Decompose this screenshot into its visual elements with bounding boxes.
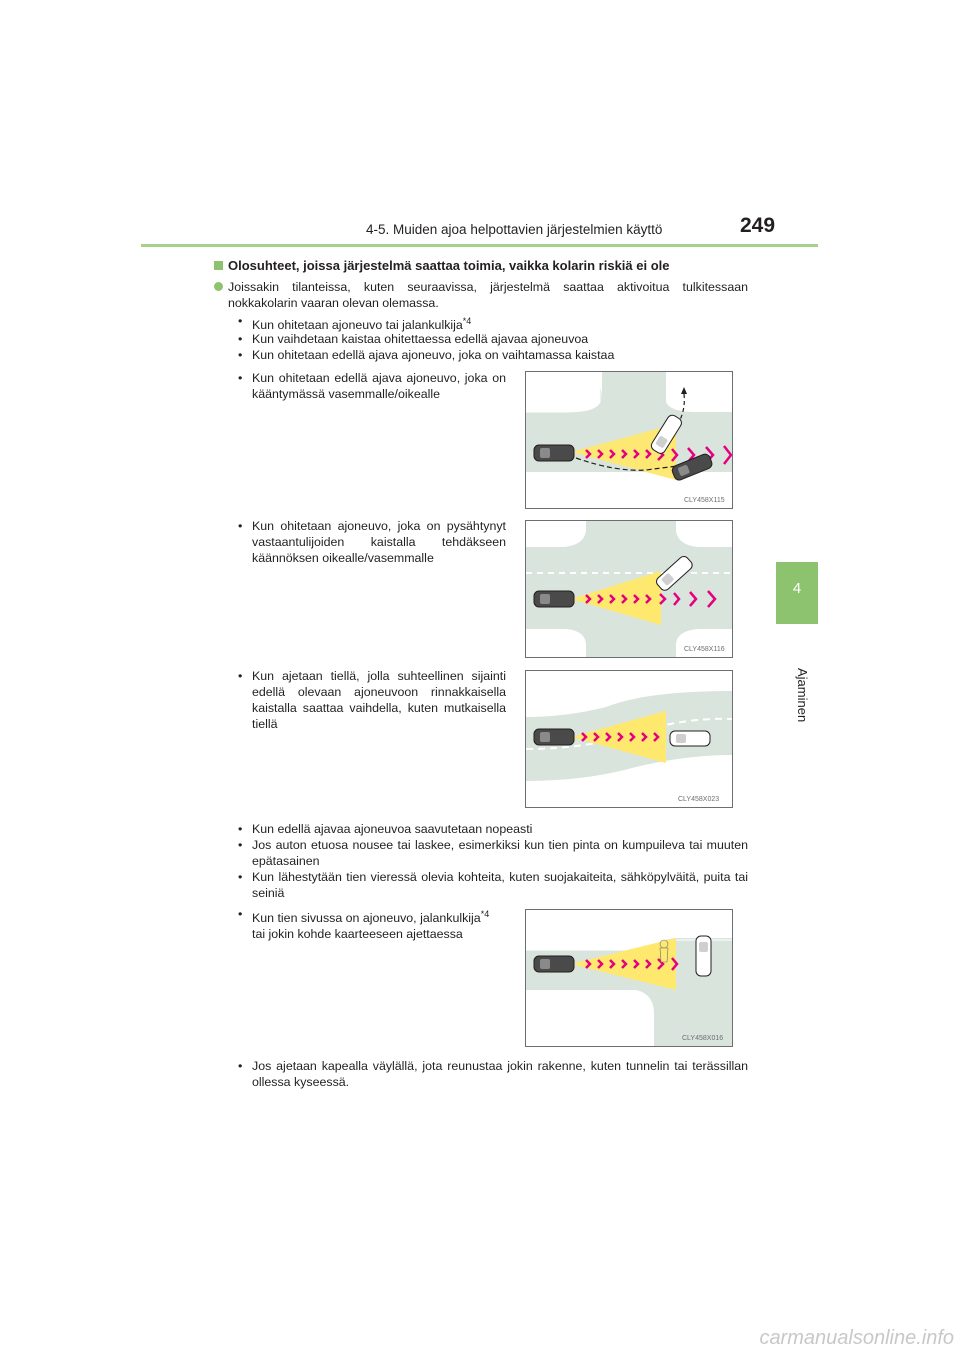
figure-caption: • Kun ajetaan tiellä, jolla suhteellinen sijainti edellä olevaan ajoneuvoon rinnakkaisella kaistalla saattaa vaihdella, kuten mutkaisella tiellä (238, 669, 506, 731)
intro-text: Joissakin tilanteissa, kuten seuraavissa, järjestelmä saattaa aktivoitua tulkitessaan nokkakolarin vaaran olevan olemassa. (228, 280, 748, 310)
list-item-text: Jos ajetaan kapealla väylällä, jota reunustaa jokin rakenne, kuten tunnelin tai terässillan ollessa kyseessä. (252, 1059, 748, 1089)
figure-code: CLY458X016 (682, 1035, 724, 1042)
chapter-label: Ajaminen (795, 668, 810, 723)
figure-caption-text: Kun tien sivussa on ajoneuvo, jalankulkija (252, 911, 481, 926)
figure-turning-vehicle (525, 371, 733, 509)
figure-caption-text: Kun ohitetaan edellä ajava ajoneuvo, joka on kääntymässä vasemmalle/oikealle (252, 371, 506, 401)
list-item-text: Kun ohitetaan ajoneuvo tai jalankulkija (252, 318, 463, 333)
list-item-text: Kun lähestytään tien vieressä olevia kohteita, kuten suojakaiteita, sähköpylväitä, puita tai seiniä (252, 870, 748, 900)
figure-caption: • Kun ohitetaan ajoneuvo, joka on pysähtynyt vastaantulijoiden kaistalla tehdäkseen käännöksen oikealle/vasemmalle (238, 519, 506, 565)
figure-caption: • Kun tien sivussa on ajoneuvo, jalankulkija$^{*4}$ tai jokin kohde kaarteeseen ajettaessa (238, 907, 490, 942)
figure-code: CLY458X115 (684, 497, 725, 504)
list-item: • Kun ohitetaan edellä ajava ajoneuvo, joka on vaihtamassa kaistaa (238, 347, 748, 363)
figure-stopped-vehicle (525, 520, 733, 658)
figure-code: CLY458X116 (684, 646, 725, 653)
list-item-text: Kun edellä ajavaa ajoneuvoa saavutetaan nopeasti (252, 822, 533, 836)
list-item: • Kun vaihdetaan kaistaa ohitettaessa edellä ajavaa ajoneuvoa (238, 331, 748, 347)
figure-code: CLY458X023 (678, 796, 720, 803)
list-item-text: Kun vaihdetaan kaistaa ohitettaessa edellä ajavaa ajoneuvoa (252, 332, 589, 346)
figure-caption-text: Kun ajetaan tiellä, jolla suhteellinen sijainti edellä olevaan ajoneuvoon rinnakkaisella kaistalla saattaa vaihdella, kuten mutkaisella tiellä (252, 669, 506, 731)
list-item: • Kun ohitetaan ajoneuvo tai jalankulkija$^{*4}$ (238, 314, 472, 333)
figure-caption-text: tai jokin kohde kaarteeseen ajettaessa (252, 927, 463, 942)
figure-caption-text: Kun ohitetaan ajoneuvo, joka on pysähtynyt vastaantulijoiden kaistalla tehdäkseen käännöksen oikealle/vasemmalle (252, 519, 506, 565)
heading-text: Olosuhteet, joissa järjestelmä saattaa toimia, vaikka kolarin riskiä ei ole (228, 258, 670, 273)
chapter-tab[interactable] (776, 562, 818, 624)
list-item: • Kun lähestytään tien vieressä olevia kohteita, kuten suojakaiteita, sähköpylväitä, puita tai seiniä (238, 870, 748, 900)
figure-roadside-object (525, 909, 733, 1047)
chapter-number: 4 (792, 580, 802, 597)
section-title: 4-5. Muiden ajoa helpottavien järjestelmien käyttö (366, 222, 663, 237)
list-item: • Jos ajetaan kapealla väylällä, jota reunustaa jokin rakenne, kuten tunnelin tai terässillan ollessa kyseessä. (238, 1059, 748, 1089)
header-rule (141, 244, 818, 247)
figure-caption: • Kun ohitetaan edellä ajava ajoneuvo, joka on kääntymässä vasemmalle/oikealle (238, 371, 506, 401)
list-item: • Kun edellä ajavaa ajoneuvoa saavutetaan nopeasti (238, 821, 748, 837)
watermark: carmanualsonline.info (759, 1327, 954, 1349)
square-bullet-icon (214, 261, 223, 270)
list-item-text: Jos auton etuosa nousee tai laskee, esimerkiksi kun tien pinta on kumpuileva tai muuten epätasainen (252, 838, 748, 868)
intro-paragraph (228, 279, 748, 311)
page-number: 249 (740, 214, 776, 237)
list-item-text: Kun ohitetaan edellä ajava ajoneuvo, joka on vaihtamassa kaistaa (252, 348, 615, 362)
list-item: • Jos auton etuosa nousee tai laskee, esimerkiksi kun tien pinta on kumpuileva tai muuten epätasainen (238, 838, 748, 868)
circle-bullet-icon (214, 282, 223, 291)
footnote-ref: *4 (480, 909, 490, 919)
section-heading (214, 258, 670, 273)
figure-curved-road (525, 670, 733, 808)
footnote-ref: *4 (462, 316, 472, 326)
